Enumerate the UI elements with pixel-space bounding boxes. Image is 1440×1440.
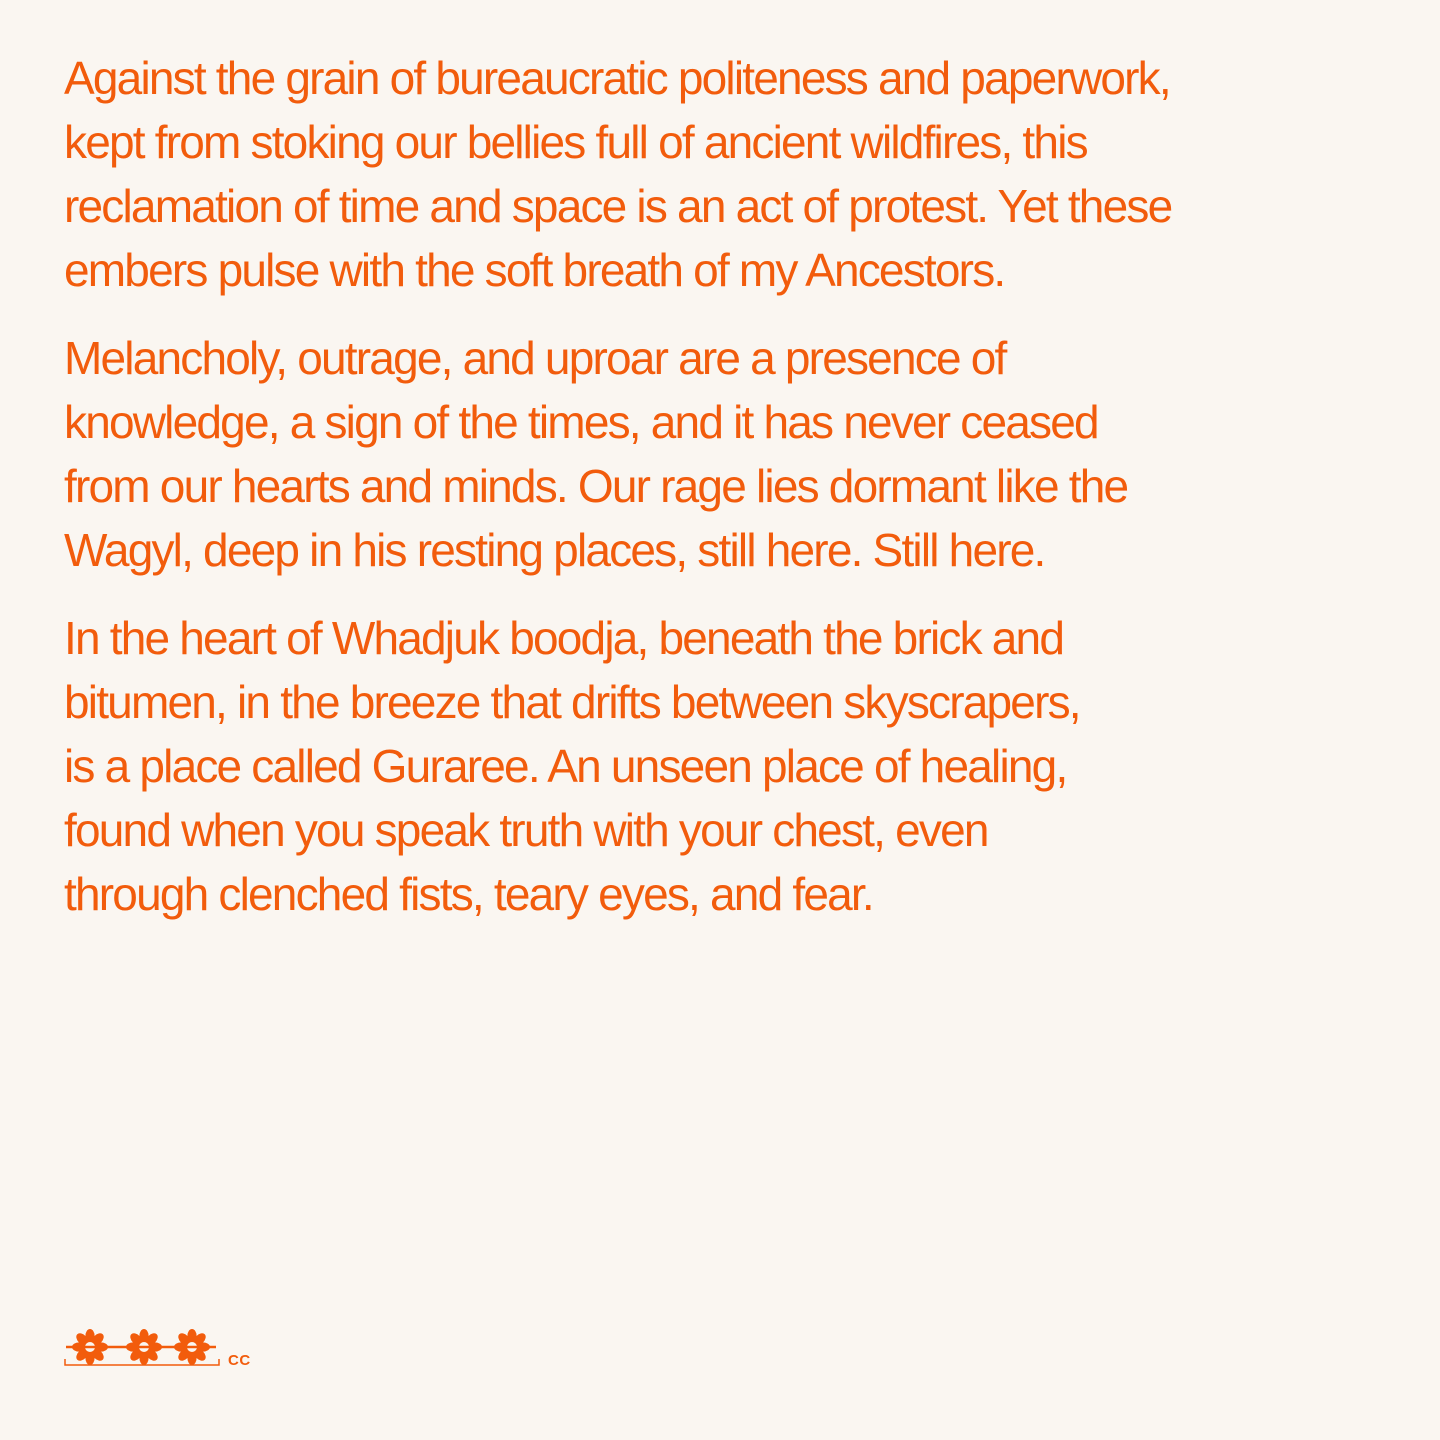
text-line: Against the grain of bureaucratic politeness and paperwork, bbox=[64, 52, 1170, 104]
text-line: through clenched fists, teary eyes, and fear. bbox=[64, 868, 873, 920]
text-line: knowledge, a sign of the times, and it has never ceased bbox=[64, 396, 1098, 448]
text-line: kept from stoking our bellies full of ancient wildfires, this bbox=[64, 116, 1087, 168]
text-line: embers pulse with the soft breath of my Ancestors. bbox=[64, 244, 1005, 296]
logo-text: CC bbox=[228, 1352, 251, 1369]
paragraph-1 bbox=[64, 46, 1384, 302]
text-line: from our hearts and minds. Our rage lies dormant like the bbox=[64, 460, 1128, 512]
text-line: is a place called Guraree. An unseen place of healing, bbox=[64, 740, 1067, 792]
text-line: reclamation of time and space is an act of protest. Yet these bbox=[64, 180, 1172, 232]
text-line: In the heart of Whadjuk boodja, beneath the brick and bbox=[64, 612, 1064, 664]
paragraph-2 bbox=[64, 326, 1384, 582]
text-line: Wagyl, deep in his resting places, still here. Still here. bbox=[64, 524, 1045, 576]
three-flowers-logo-icon bbox=[64, 1326, 224, 1376]
body-text bbox=[64, 46, 1384, 950]
logo bbox=[64, 1326, 264, 1376]
text-line: found when you speak truth with your chest, even bbox=[64, 804, 988, 856]
paragraph-3 bbox=[64, 606, 1384, 926]
text-line: Melancholy, outrage, and uproar are a presence of bbox=[64, 332, 1006, 384]
text-line: bitumen, in the breeze that drifts between skyscrapers, bbox=[64, 676, 1080, 728]
